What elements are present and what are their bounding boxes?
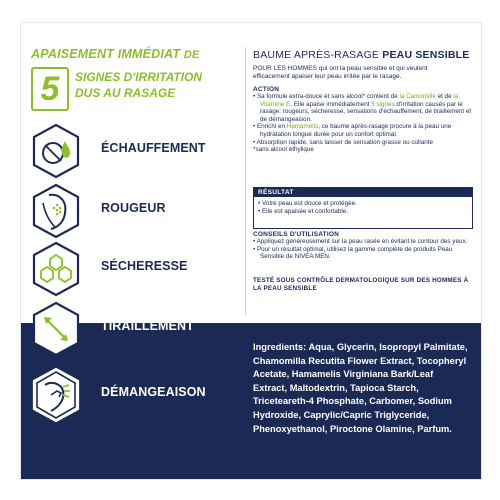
symptom-label: TIRAILLEMENT (101, 319, 194, 333)
conseils-heading: CONSEILS D'UTILISATION (253, 231, 339, 238)
headline-line1: APAISEMENT IMMÉDIAT (31, 47, 181, 61)
conseils-item: • Pour un résultat optimal, utilisez la gamme complète de produits Peau Sensible de NIVEA MEN. (253, 245, 453, 261)
result-heading: RÉSULTAT (258, 189, 294, 196)
result-box (253, 187, 473, 229)
number-five-box (31, 67, 69, 111)
headline-line1-suffix: DE (183, 49, 200, 61)
signs-text (75, 69, 245, 101)
action-bullet-1: • Sa formule extra-douce et sans alcool* contient de la Camomille et de la Vitamine E. Elle apaise immédiatement 5 signes d'irritation causés par le rasage: rougeurs, sécheresse, sensations d'échauffement, de tiraillement et de démangeaison. (253, 93, 472, 123)
stretch-arrows-icon (31, 301, 81, 357)
product-intro: POUR LES HOMMES qui ont la peau sensible et qui veulent efficacement apaiser leur peau irritée par le rasage. (253, 65, 428, 80)
product-panel (20, 22, 482, 480)
ingredients-list: Ingredients: Aqua, Glycerin, Isopropyl Palmitate, Chamomilla Recutita Flower Extract, Tocopheryl Acetate, Hamamelis Virginiana Bark/Leaf Extract, Maltodextrin, Tapioca Starch, Triceteareth-4 Phosphate, Carbomer, Sodium Hydroxide, Caprylic/Capric Triglyceride, Phenoxyethanol, Piroctone Olamine, Parfum. (253, 342, 468, 434)
product-title-regular: BAUME APRÈS-RASAGE (253, 49, 380, 61)
itch-face-icon (31, 367, 81, 423)
headline-line2: SIGNES D'IRRITATION (75, 70, 203, 84)
symptom-label: ROUGEUR (101, 201, 166, 215)
symptom-label: DÉMANGEAISON (101, 385, 206, 399)
symptom-label: ÉCHAUFFEMENT (101, 141, 206, 155)
action-section (253, 86, 473, 154)
symptom-label: SÉCHERESSE (101, 259, 188, 273)
conseils-section (253, 231, 473, 261)
symptom-heat (31, 123, 246, 179)
symptom-tightness (31, 301, 246, 357)
redness-face-icon (31, 183, 81, 239)
action-footnote: *sans alcool éthylique (253, 146, 314, 154)
tested-statement: TESTÉ SOUS CONTRÔLE DERMATOLOGIQUE SUR DES HOMMES À LA PEAU SENSIBLE (253, 277, 469, 292)
result-item: • Elle est apaisée et confortable. (258, 207, 349, 215)
symptom-dryness (31, 241, 246, 297)
result-item: • Votre peau est douce et protégée. (258, 200, 357, 207)
number-five: 5 (40, 70, 60, 108)
dry-skin-hexagon-icon (31, 241, 81, 297)
action-bullet-2: • Enrichi en Hamamélis, ce baume après-rasage procure à la peau une hydratation longue durée pour un confort optimal. (253, 123, 452, 138)
action-heading: ACTION (253, 86, 280, 93)
product-title (253, 49, 473, 61)
symptom-itching (31, 367, 246, 423)
action-bullet-3: • Absorption rapide, sans laisser de sensation grasse ou collante (253, 138, 434, 146)
product-title-bold: PEAU SENSIBLE (382, 49, 470, 61)
symptom-redness (31, 183, 246, 239)
headline-line3: DUS AU RASAGE (75, 86, 176, 100)
flame-icon (31, 123, 81, 179)
conseils-item: • Appliquez généreusement sur la peau rasée en évitant le contour des yeux. (253, 238, 468, 245)
headline (31, 47, 241, 61)
